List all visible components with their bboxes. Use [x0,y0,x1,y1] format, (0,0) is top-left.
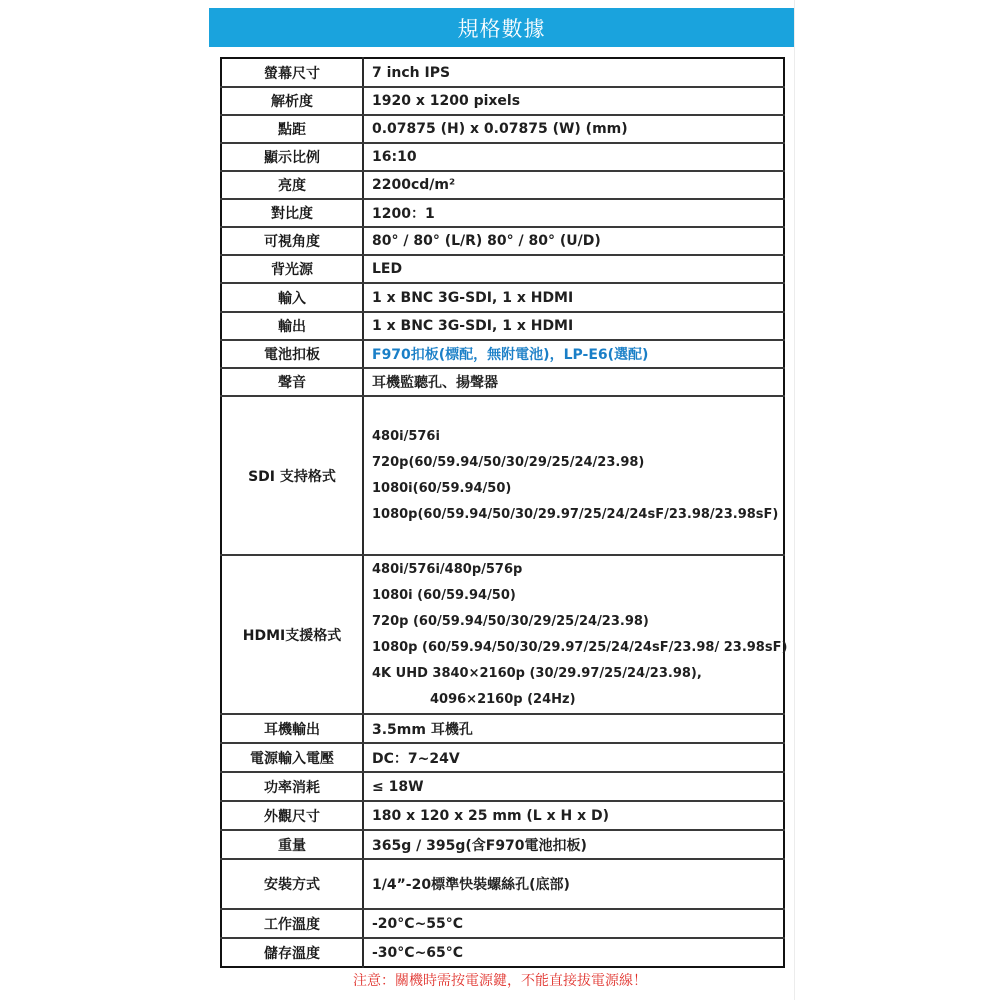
spec-row-battery-plate [221,340,784,368]
spec-row-pixel-pitch [221,115,784,143]
spec-row-resolution [221,87,784,115]
spec-row-hdmi-formats [221,555,784,714]
spec-row-headphone-output [221,714,784,743]
spec-value: -20°C~55°C [363,909,784,938]
spec-label: HDMI支援格式 [221,555,363,714]
spec-row-backlight [221,255,784,283]
spec-value: 1/4”-20標準快裝螺絲孔(底部) [363,859,784,909]
spec-label: 輸入 [221,283,363,312]
spec-value: 1200：1 [363,199,784,227]
spec-label: 解析度 [221,87,363,115]
spec-label: 可視角度 [221,227,363,255]
spec-row-viewing-angle [221,227,784,255]
spec-label: 耳機輸出 [221,714,363,743]
spec-value: -30°C~65°C [363,938,784,967]
spec-row-aspect-ratio [221,143,784,171]
spec-label: 亮度 [221,171,363,199]
format-line: 1080i(60/59.94/50) [372,480,512,496]
spec-row-storage-temp [221,938,784,967]
spec-label: 聲音 [221,368,363,396]
spec-row-power-input [221,743,784,772]
spec-label: 電源輸入電壓 [221,743,363,772]
format-line: 1080p(60/59.94/50/30/29.97/25/24/24sF/23.98/23.98sF) [372,506,779,522]
format-line: 4096×2160p (24Hz) [430,691,576,707]
spec-value: 1 x BNC 3G-SDI, 1 x HDMI [363,312,784,340]
spec-value: 16:10 [363,143,784,171]
spec-row-weight [221,830,784,859]
format-line: 720p (60/59.94/50/30/29/25/24/23.98) [372,613,649,629]
spec-value: 1 x BNC 3G-SDI, 1 x HDMI [363,283,784,312]
format-line: 480i/576i/480p/576p [372,561,523,577]
spec-value: DC：7~24V [363,743,784,772]
power-notice: 注意：關機時需按電源鍵，不能直接拔電源線！ [353,973,647,989]
spec-label: 工作溫度 [221,909,363,938]
format-line: 480i/576i [372,428,440,444]
spec-label: 重量 [221,830,363,859]
spec-label: 輸出 [221,312,363,340]
spec-row-operating-temp [221,909,784,938]
spec-label: 點距 [221,115,363,143]
spec-value: F970扣板(標配，無附電池)，LP-E6(選配) [363,340,784,368]
spec-label: 安裝方式 [221,859,363,909]
spec-row-dimensions [221,801,784,830]
spec-label: SDI 支持格式 [221,396,363,555]
section-title: 規格數據 [457,16,546,41]
spec-label: 功率消耗 [221,772,363,801]
spec-row-contrast [221,199,784,227]
page-edge-divider [794,0,795,1000]
spec-value: 0.07875 (H) x 0.07875 (W) (mm) [363,115,784,143]
spec-label: 儲存溫度 [221,938,363,967]
spec-row-input [221,283,784,312]
spec-value: 2200cd/m² [363,171,784,199]
format-line: 1080i (60/59.94/50) [372,587,516,603]
spec-value: 80° / 80° (L/R) 80° / 80° (U/D) [363,227,784,255]
spec-label: 顯示比例 [221,143,363,171]
spec-table [220,57,788,968]
spec-value: 365g / 395g(含F970電池扣板) [363,830,784,859]
spec-label: 對比度 [221,199,363,227]
spec-label: 背光源 [221,255,363,283]
spec-row-audio [221,368,784,396]
format-line: 4K UHD 3840×2160p (30/29.97/25/24/23.98), [372,665,702,681]
spec-value: 180 x 120 x 25 mm (L x H x D) [363,801,784,830]
spec-value-list [363,396,784,555]
spec-row-power-consumption [221,772,784,801]
spec-row-mounting [221,859,784,909]
spec-value: 耳機監聽孔、揚聲器 [363,368,784,396]
spec-value: LED [363,255,784,283]
spec-value: 1920 x 1200 pixels [363,87,784,115]
spec-value: 3.5mm 耳機孔 [363,714,784,743]
spec-row-screen-size [221,58,784,87]
format-line: 720p(60/59.94/50/30/29/25/24/23.98) [372,454,645,470]
spec-label: 外觀尺寸 [221,801,363,830]
spec-row-sdi-formats [221,396,784,555]
spec-label: 螢幕尺寸 [221,58,363,87]
format-line: 1080p (60/59.94/50/30/29.97/25/24/24sF/23.98/ 23.98sF) [372,639,788,655]
section-header [209,8,794,47]
spec-value: 7 inch IPS [363,58,784,87]
spec-value-list [363,555,788,714]
spec-row-brightness [221,171,784,199]
spec-row-output [221,312,784,340]
spec-label: 電池扣板 [221,340,363,368]
spec-value: ≤ 18W [363,772,784,801]
